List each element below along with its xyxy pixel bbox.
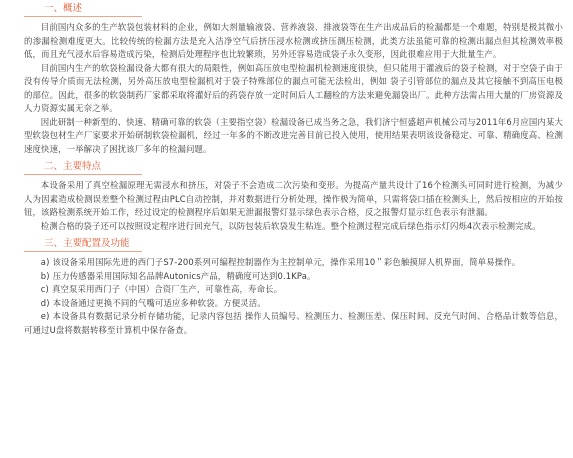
paragraph: 目前国内众多的生产软袋包装材料的企业，例如大剂量输液袋、营养液袋、排液袋等在生产出成品后的检漏都是一个难题，特别是极其微小的渗漏检测难度更大。比较传统的检漏方法是充入洁净空气后挤压浸水检测或挤压测压检测，此类方法虽能可靠的检测出漏点但其检测效率极低，而且充气浸水后容易造成污染，检测后处理程序也比较繁琐，另外还容易造成袋子永久变形，因此很难应用于大批量生产。 [24,22,563,59]
list-item-text: 压力传感器采用国际知名品牌Autonics产品，精确度可达到0.1KPa。 [52,270,316,281]
list-item-text: 该设备采用国际先进的西门子S7-200系列可编程控制器作为主控制单元，操作采用10＂彩色触摸屏人机界面，简单易操作。 [52,257,521,267]
section-heading: 三、主要配置及功能 [44,238,130,249]
section-heading: 二、主要特点 [44,161,102,172]
list-marker: e) [40,311,50,321]
list-item [24,256,563,270]
list-marker: c) [40,284,49,294]
section-features [24,160,563,233]
heading-divider [24,251,142,252]
paragraph: 目前国内生产的软袋检漏设备大都有很大的局限性，例如高压放电型检漏机检测速度很快，但只能用于灌液后的袋子检测，对于空袋子由于没有传导介质而无法检测，另外高压放电型检漏机对于袋子特殊部位的漏点可能无法检出，例如 袋子引管部位的漏点及其它接触不到高压电极的部位。因此，很多的软袋制药厂家都采取将灌好后的药袋存放一定时间后人工翻检的方法来避免漏袋出厂。此种方法需占用大量的厂房资源及人力资源实属无奈之举。 [24,62,563,113]
list-marker: d) [40,297,50,308]
list-marker: a) [40,257,50,267]
paragraph: 检测合格的袋子还可以按照设定程序进行回充气，以防包装后软袋发生粘连。整个检测过程完成后绿色指示灯闪烁4次表示检测完成。 [40,220,541,231]
section-configuration [24,237,563,337]
section-overview [24,2,563,156]
paragraph: 因此研制一种新型的、快速、精确可靠的软袋（主要指空袋）检漏设备已成当务之急，我们济宁恒盛超声机械公司与2011年6月应国内某大型软袋包材生产厂家要求开始研制软袋检漏机，经过一年多的不断改进完善目前已投入使用，使用结果表明该设备稳定、可靠、精确度高、检测速度快速，一举解决了困扰该厂多年的检漏问题。 [24,116,563,154]
list-item [24,283,563,297]
list-item-text: 本设备具有数据记录分析存储功能，记录内容包括 操作人员编号、检测压力、检测压差、保压时间、反充气时间、合格品计数等信息，可通过U盘将数据转移至计算机中保存备查。 [24,311,563,335]
list-item [24,297,563,311]
section-heading: 一、概述 [44,3,83,14]
list-item [24,310,563,337]
heading-divider [24,16,142,17]
list-item-text: 真空泵采用西门子（中国）合资厂生产，可靠性高，寿命长。 [51,284,283,294]
heading-divider [24,174,142,175]
list-item-text: 本设备通过更换不同的气嘴可适应多种软袋。方便灵活。 [52,297,266,308]
list-marker: b) [40,270,50,281]
paragraph: 本设备采用了真空检漏原理无需浸水和挤压，对袋子不会造成二次污染和变形。为提高产量共设计了16个检测头可同时进行检测，为减少人为因素造成检测误差整个检测过程由PLC自动控制，并对数据进行分析处理，操作极为简单，只需将袋口插在检测头上，然后按相应的开始按钮，该路检测系统开始工作，经过设定的检测程序后如果无泄漏报警灯显示绿色表示合格，反之报警灯显示红色表示有泄漏。 [24,180,563,217]
list-item [24,270,563,284]
